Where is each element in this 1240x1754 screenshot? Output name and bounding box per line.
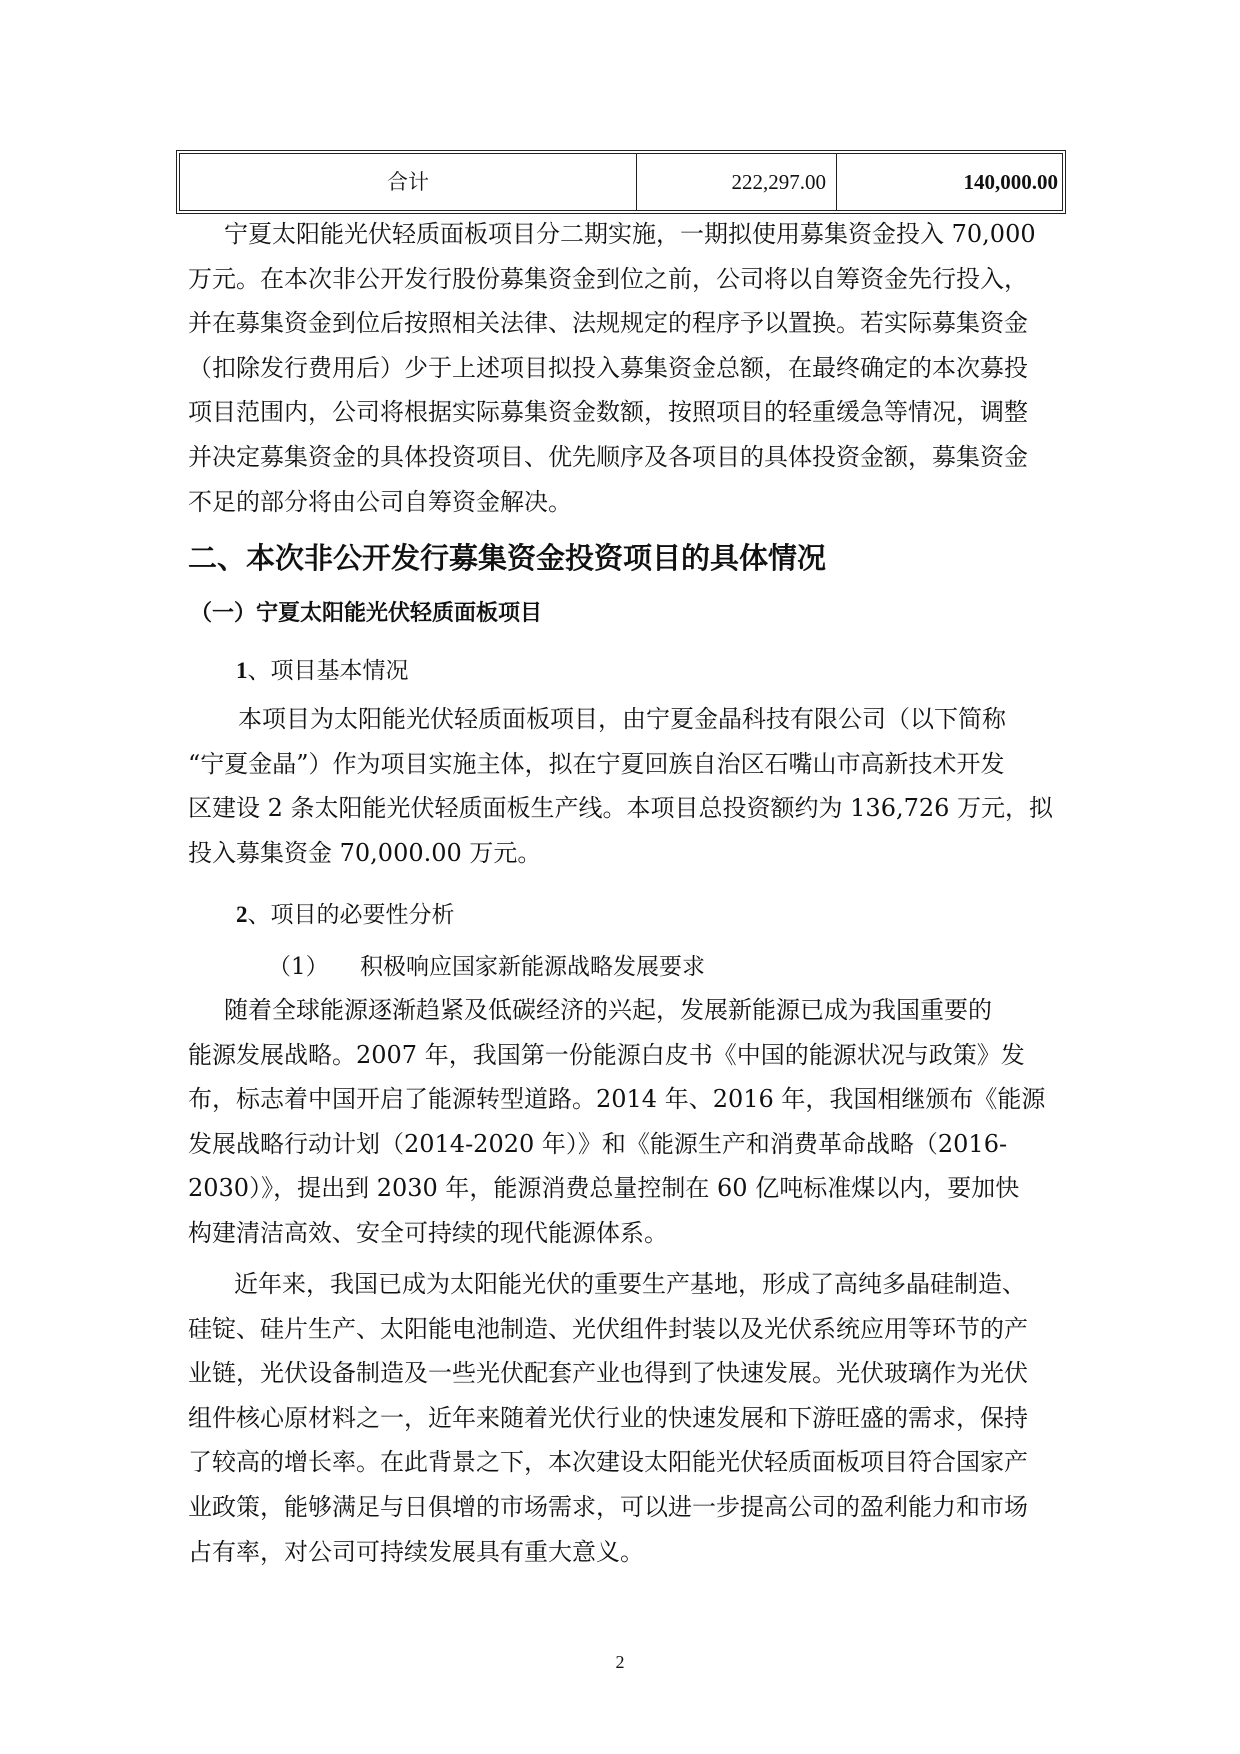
item1-heading [236,652,409,685]
paragraph-line: 占有率，对公司可持续发展具有重大意义。 [188,1537,644,1566]
pv-industry-paragraph [188,1262,1068,1574]
item2-number: 2 [236,902,248,927]
paragraph-line: 构建清洁高效、安全可持续的现代能源体系。 [188,1218,668,1247]
paragraph-line: 组件核心原材料之一，近年来随着光伏行业的快速发展和下游旺盛的需求，保持 [188,1403,1028,1432]
paragraph-line: 并在募集资金到位后按照相关法律、法规规定的程序予以置换。若实际募集资金 [188,309,1028,338]
paragraph-line: （扣除发行费用后）少于上述项目拟投入募集资金总额，在最终确定的本次募投 [188,353,1028,382]
paragraph-line: 本项目为太阳能光伏轻质面板项目，由宁夏金晶科技有限公司（以下简称 [238,705,1006,733]
paragraph-line: 宁夏太阳能光伏轻质面板项目分二期实施，一期拟使用募集资金投入 70,000 [224,220,1036,248]
paragraph-line: 2030）》，提出到 2030 年，能源消费总量控制在 60 亿吨标准煤以内，要加快 [188,1174,1020,1203]
total-investment-cell: 222,297.00 [637,154,837,210]
paragraph-line: 投入募集资金 70,000.00 万元。 [188,838,542,867]
paragraph-line: 随着全球能源逐渐趋紧及低碳经济的兴起，发展新能源已成为我国重要的 [224,996,992,1024]
energy-strategy-paragraph [188,988,1068,1256]
paragraph-line: 项目范围内，公司将根据实际募集资金数额，按照项目的轻重缓急等情况，调整 [188,398,1028,427]
intro-paragraph [188,212,1068,524]
paragraph-line: 发展战略行动计划（2014-2020 年）》和《能源生产和消费革命战略（2016- [188,1129,1008,1158]
paragraph-line: 业政策，能够满足与日俱增的市场需求，可以进一步提高公司的盈利能力和市场 [188,1492,1028,1521]
paragraph-line: 并决定募集资金的具体投资项目、优先顺序及各项目的具体投资金额，募集资金 [188,442,1028,471]
item2-heading [236,896,455,929]
paragraph-line: 了较高的增长率。在此背景之下，本次建设太阳能光伏轻质面板项目符合国家产 [188,1448,1028,1477]
paragraph-line: 硅锭、硅片生产、太阳能电池制造、光伏组件封装以及光伏系统应用等环节的产 [188,1314,1028,1343]
investment-total-table [176,150,1066,214]
paragraph-line: 万元。在本次非公开发行股份募集资金到位之前，公司将以自筹资金先行投入， [188,264,1028,293]
paragraph-line: 不足的部分将由公司自筹资金解决。 [188,487,572,516]
paragraph-line: 能源发展战略。2007 年，我国第一份能源白皮书《中国的能源状况与政策》发 [188,1040,1025,1069]
point1-title: 积极响应国家新能源战略发展要求 [360,954,705,980]
subsection-title: （一）宁夏太阳能光伏轻质面板项目 [190,600,543,626]
section-title: 二、本次非公开发行募集资金投资项目的具体情况 [188,541,827,575]
point1-heading [268,948,705,981]
total-label-cell: 合计 [180,154,637,210]
point1-number: （1） [268,954,329,980]
item1-number: 1 [236,658,248,683]
paragraph-line: 近年来，我国已成为太阳能光伏的重要生产基地，形成了高纯多晶硅制造、 [234,1270,1026,1298]
paragraph-line: 布，标志着中国开启了能源转型道路。2014 年、2016 年，我国相继颁布《能源 [188,1085,1046,1114]
paragraph-line: “宁夏金晶”）作为项目实施主体，拟在宁夏回族自治区石嘴山市高新技术开发 [188,749,1005,778]
paragraph-line: 区建设 2 条太阳能光伏轻质面板生产线。本项目总投资额约为 136,726 万元，拟 [188,794,1054,823]
total-raised-cell: 140,000.00 [963,170,1058,194]
paragraph-line: 业链，光伏设备制造及一些光伏配套产业也得到了快速发展。光伏玻璃作为光伏 [188,1359,1028,1388]
item1-title: 、项目基本情况 [247,658,409,684]
page-number: 2 [615,1652,625,1672]
basic-info-paragraph [188,697,1068,875]
item2-title: 、项目的必要性分析 [247,902,455,928]
